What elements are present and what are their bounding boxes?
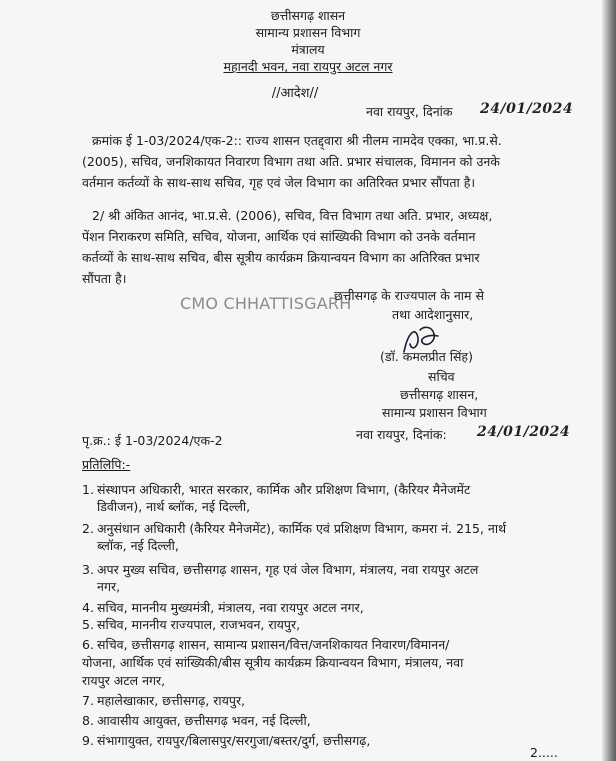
copy-to-heading: प्रतिलिपि:- <box>82 457 131 472</box>
para1-line2: (2005), सचिव, जनशिकायत निवारण विभाग तथा अति. प्रभार संचालक, विमानन को उनके <box>82 154 500 169</box>
copy-item-number: 2. <box>82 521 94 536</box>
watermark: CMO CHHATTISGARH <box>180 294 352 313</box>
copy-item-line: ब्लॉक, नई दिल्ली, <box>97 538 179 553</box>
copy-item-number: 6. <box>82 637 94 652</box>
signatory-office1: छत्तीसगढ़ शासन, <box>400 387 479 402</box>
copy-item-line: डिवीजन), नार्थ ब्लॉक, नई दिल्ली, <box>97 499 251 514</box>
para1-line3: वर्तमान कर्तव्यों के साथ-साथ सचिव, गृह एवं जेल विभाग का अतिरिक्त प्रभार सौंपता है। <box>82 175 476 190</box>
copy-item-number: 9. <box>82 733 94 748</box>
copy-item-line: सचिव, माननीय राज्यपाल, राजभवन, रायपुर, <box>97 617 301 632</box>
copy-item-number: 3. <box>82 562 94 577</box>
copy-item-number: 7. <box>82 693 94 708</box>
signatory-designation: सचिव <box>428 369 455 384</box>
copy-item-number: 5. <box>82 617 94 632</box>
copy-item-line: सचिव, माननीय मुख्यमंत्री, मंत्रालय, नवा रायपुर अटल नगर, <box>97 600 364 615</box>
copy-item-line: अपर मुख्य सचिव, छत्तीसगढ़ शासन, गृह एवं जेल विभाग, मंत्रालय, नवा रायपुर अटल <box>97 562 479 577</box>
copy-item-line: अनुसंधान अधिकारी (कैरियर मैनेजमेंट), कार्मिक एवं प्रशिक्षण विभाग, कमरा नं. 215, नार्थ <box>97 521 507 536</box>
copy-item-line: महालेखाकार, छत्तीसगढ़, रायपुर, <box>97 693 246 708</box>
para2-line2: पेंशन निराकरण समिति, सचिव, योजना, आर्थिक एवं सांख्यिकी विभाग को उनके वर्तमान <box>82 229 476 244</box>
signatory-name: (डॉ. कमलप्रीत सिंह) <box>380 349 473 364</box>
header-government: छत्तीसगढ़ शासन <box>270 8 346 23</box>
copy-item-line: नगर, <box>97 579 121 594</box>
para2-line3: कर्तव्यों के साथ-साथ सचिव, बीस सूत्रीय कार्यक्रम क्रियान्वयन विभाग का अतिरिक्त प्रभार <box>82 250 480 265</box>
page-edge-shadow <box>602 0 616 761</box>
copy-item-line: सचिव, छत्तीसगढ़ शासन, सामान्य प्रशासन/वित्त/जनशिकायत निवारण/विमानन/ <box>97 637 450 652</box>
place-date-label: नवा रायपुर, दिनांक <box>366 104 453 119</box>
endorsement-place-label: नवा रायपुर, दिनांक: <box>356 427 447 442</box>
signatory-office2: सामान्य प्रशासन विभाग <box>382 405 487 420</box>
endorsement-date: 24/01/2024 <box>477 424 571 440</box>
para2-line4: सौंपता है। <box>82 271 127 286</box>
copy-item-line: संस्थापन अधिकारी, भारत सरकार, कार्मिक और प्रशिक्षण विभाग, (कैरियर मैनेजमेंट <box>97 482 471 497</box>
copy-item-number: 8. <box>82 713 94 728</box>
copy-item-line: संभागायुक्त, रायपुर/बिलासपुर/सरगुजा/बस्तर/दुर्ग, छत्तीसगढ़, <box>97 733 371 748</box>
header-ministry: मंत्रालय <box>291 42 325 57</box>
para1-line1: क्रमांक ई 1-03/2024/एक-2:: राज्य शासन एतद्द्वारा श्री नीलम नामदेव एक्का, भा.प्र.से. <box>92 133 502 148</box>
copy-item-number: 1. <box>82 482 94 497</box>
copy-item-line: योजना, आर्थिक एवं सांख्यिकी/बीस सूत्रीय कार्यक्रम क्रियान्वयन विभाग, मंत्रालय, नवा <box>82 655 464 670</box>
copy-item-line: रायपुर अटल नगर, <box>82 673 166 688</box>
header-department: सामान्य प्रशासन विभाग <box>255 25 361 40</box>
header-address: महानदी भवन, नवा रायपुर अटल नगर <box>223 59 393 74</box>
authority-line1: छत्तीसगढ़ के राज्यपाल के नाम से <box>334 288 484 303</box>
page-continue: 2..... <box>530 745 558 760</box>
copy-item-line: आवासीय आयुक्त, छत्तीसगढ़ भवन, नई दिल्ली, <box>97 713 311 728</box>
order-date: 24/01/2024 <box>480 101 574 117</box>
copy-item-number: 4. <box>82 600 94 615</box>
para2-line1: 2/ श्री अंकित आनंद, भा.प्र.से. (2006), सचिव, वित्त विभाग तथा अति. प्रभार, अध्यक्ष, <box>92 208 493 223</box>
endorsement-number: पृ.क्र.: ई 1-03/2024/एक-2 <box>82 433 223 448</box>
authority-line2: तथा आदेशानुसार, <box>392 307 474 322</box>
order-title: //आदेश// <box>271 86 319 101</box>
